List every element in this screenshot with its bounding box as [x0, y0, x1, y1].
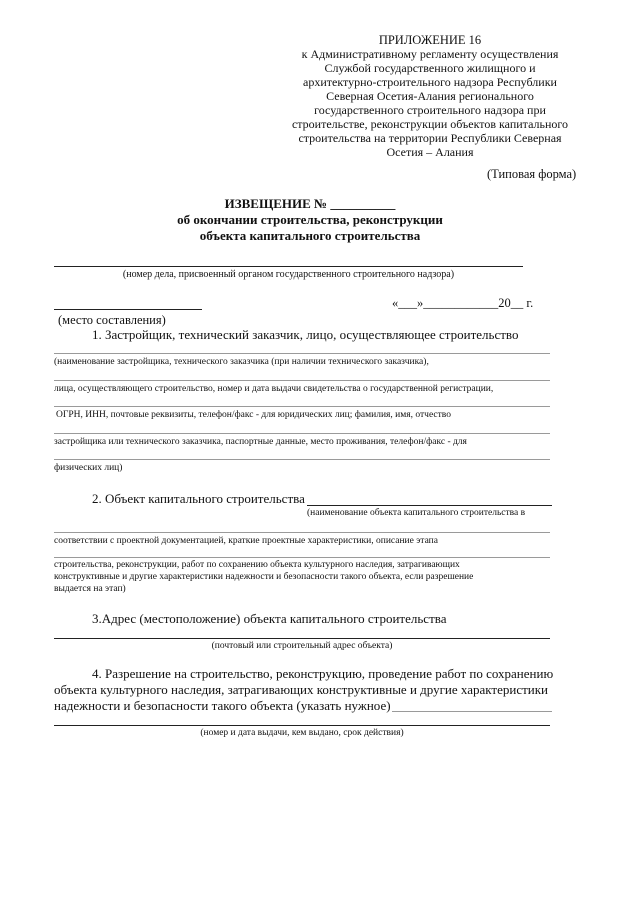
case-number-line	[54, 266, 523, 267]
section-1-hint: застройщика или технического заказчика, паспортные данные, место проживания, телефон/факс - для	[54, 437, 467, 447]
section-3-title: 3.Адрес (местоположение) объекта капитального строительства	[92, 611, 447, 626]
section-1-hint: лица, осуществляющего строительство, номер и дата выдачи свидетельства о государственной регистрации,	[54, 384, 494, 394]
appendix-line: Северная Осетия-Алания регионального	[326, 89, 534, 103]
appendix-line: архитектурно-строительного надзора Республики	[303, 75, 557, 89]
appendix-line: государственного строительного надзора при	[314, 103, 546, 117]
appendix-line: строительстве, реконструкции объектов капитального	[291, 117, 569, 131]
case-number-hint: (номер дела, присвоенный органом государственного строительного надзора)	[122, 269, 455, 280]
section-2-title: 2. Объект капитального строительства	[92, 491, 305, 506]
section-2-line	[307, 505, 552, 506]
section-1-line	[54, 380, 550, 381]
form-type-note: (Типовая форма)	[487, 167, 577, 181]
section-2-line	[54, 557, 550, 558]
section-2-hint: выдается на этап)	[54, 584, 126, 594]
section-2-hint: соответствии с проектной документацией, краткие проектные характеристики, описание этапа	[54, 536, 438, 546]
section-1-hint: физических лиц)	[54, 463, 123, 473]
section-1-line	[54, 406, 550, 407]
section-2-hint: строительства, реконструкции, работ по сохранению объекта культурного наследия, затрагивающих	[54, 560, 460, 570]
appendix-line: строительства на территории Республики Северная	[298, 131, 562, 145]
appendix-title: ПРИЛОЖЕНИЕ 16	[378, 33, 482, 47]
section-2-hint: конструктивные и другие характеристики надежности и безопасности такого объекта, если разрешение	[54, 572, 474, 582]
notice-heading: ИЗВЕЩЕНИЕ № __________	[224, 196, 396, 211]
section-2-line	[54, 532, 550, 533]
place-hint: (место составления)	[58, 313, 166, 327]
section-3-line	[54, 638, 550, 639]
section-3-hint: (почтовый или строительный адрес объекта)	[211, 641, 393, 651]
section-4-text: 4. Разрешение на строительство, реконструкцию, проведение работ по сохранению	[92, 666, 554, 681]
section-4-text: надежности и безопасности такого объекта (указать нужное)	[54, 698, 391, 713]
section-4-text: объекта культурного наследия, затрагивающих конструктивные и другие характеристики	[54, 682, 549, 697]
section-1-title: 1. Застройщик, технический заказчик, лицо, осуществляющее строительство	[92, 327, 519, 342]
section-1-hint: ОГРН, ИНН, почтовые реквизиты, телефон/факс - для юридических лиц; фамилия, имя, отчество	[56, 410, 451, 420]
notice-subheading: объекта капитального строительства	[199, 228, 421, 243]
section-1-line	[54, 459, 550, 460]
place-line	[54, 309, 202, 310]
date-line: «___»____________20__ г.	[392, 296, 534, 310]
appendix-line: Осетия – Алания	[386, 145, 474, 159]
appendix-line: к Административному регламенту осуществления	[301, 47, 559, 61]
section-4-line	[54, 725, 550, 726]
section-1-hint: (наименование застройщика, технического заказчика (при наличии технического заказчика),	[54, 357, 429, 367]
section-1-line	[54, 353, 550, 354]
section-4-hint: (номер и дата выдачи, кем выдано, срок действия)	[200, 728, 404, 738]
appendix-line: Службой государственного жилищного и	[324, 61, 536, 75]
section-4-line	[392, 711, 552, 712]
section-2-hint: (наименование объекта капитального строительства в	[307, 508, 526, 518]
section-1-line	[54, 433, 550, 434]
notice-subheading: об окончании строительства, реконструкции	[177, 212, 443, 227]
